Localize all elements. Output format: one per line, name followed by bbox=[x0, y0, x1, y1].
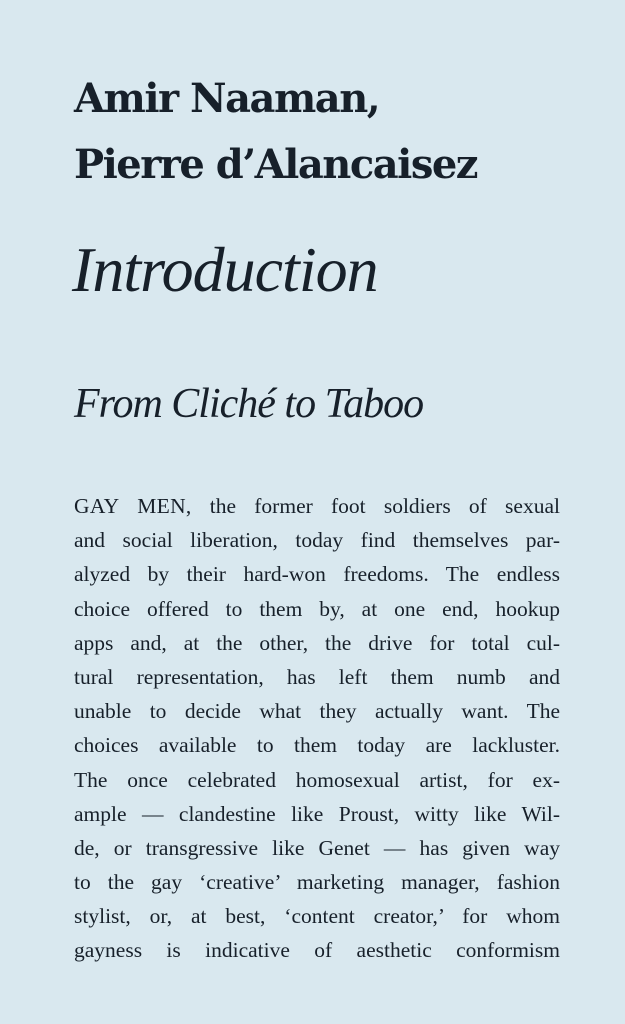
body-line bbox=[74, 489, 560, 523]
body-line: choices available to them today are lackluster. bbox=[74, 733, 560, 758]
body-line: de, or transgressive like Genet — has given way bbox=[74, 835, 560, 860]
chapter-title: Introduction bbox=[72, 234, 378, 305]
body-line: stylist, or, at best, ‘content creator,’ for whom bbox=[74, 904, 560, 929]
body-line: ample — clandestine like Proust, witty like Wil- bbox=[74, 801, 560, 826]
body-line: and social liberation, today find themselves par- bbox=[74, 528, 560, 553]
authors-heading bbox=[74, 66, 594, 198]
author-line-1: Amir Naaman, bbox=[74, 75, 380, 122]
body-line: gayness is indicative of aesthetic conformism bbox=[74, 938, 560, 963]
body-line: tural representation, has left them numb and bbox=[74, 664, 560, 689]
chapter-subtitle: From Cliché to Taboo bbox=[74, 381, 424, 427]
body-text bbox=[74, 489, 560, 968]
lead-in: GAY MEN, bbox=[74, 494, 192, 518]
author-line-2: Pierre d’Alancaisez bbox=[74, 141, 478, 188]
body-line-text: the former foot soldiers of sexual bbox=[191, 494, 560, 518]
body-line: alyzed by their hard-won freedoms. The endless bbox=[74, 562, 560, 587]
body-line: unable to decide what they actually want. The bbox=[74, 699, 560, 724]
body-line: to the gay ‘creative’ marketing manager, fashion bbox=[74, 870, 560, 895]
body-line: choice offered to them by, at one end, hookup bbox=[74, 596, 560, 621]
body-line: The once celebrated homosexual artist, for ex- bbox=[74, 767, 560, 792]
body-line: apps and, at the other, the drive for total cul- bbox=[74, 630, 560, 655]
